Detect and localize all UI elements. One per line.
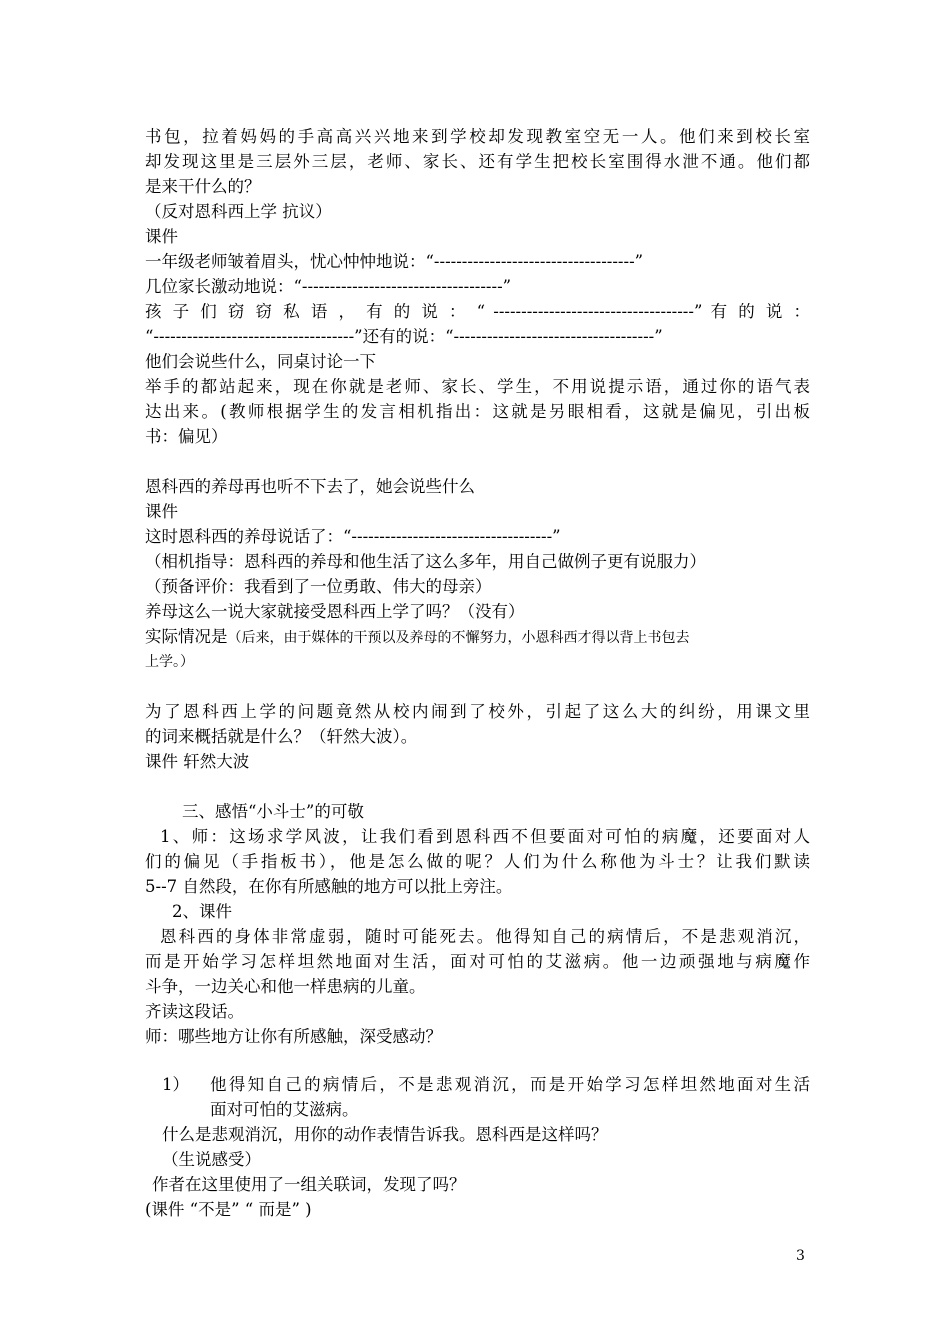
text-line: 书：偏见） [145, 427, 228, 446]
text-line: 上学。） [145, 654, 194, 670]
text-line: 是来干什么的？ [145, 177, 261, 196]
text-line: 举手的都站起来，现在你就是老师、家长、学生，不用说提示语，通过你的语气表 [145, 377, 810, 396]
text-line: 他得知自己的病情后，不是悲观消沉，而是开始学习怎样坦然地面对生活 [210, 1075, 810, 1094]
text-line: 什么是悲观消沉，用你的动作表情告诉我。恩科西是这样吗？ [162, 1125, 608, 1144]
text-line: 几位家长激动地说：“------------------------------------” [145, 277, 512, 296]
text-line: 却发现这里是三层外三层，老师、家长、还有学生把校长室围得水泄不通。他们都 [145, 152, 810, 171]
text-span: 实际情况是 [145, 627, 228, 646]
text-line: 1、师：这场求学风波，让我们看到恩科西不但要面对可怕的病魔，还要面对人 [160, 827, 810, 846]
text-line: 师：哪些地方让你有所感触，深受感动？ [145, 1027, 442, 1046]
text-line: 课件 [145, 502, 178, 521]
text-line: 齐读这段话。 [145, 1002, 244, 1021]
text-line: 课件 轩然大波 [145, 752, 250, 771]
text-line: 书包，拉着妈妈的手高高兴兴地来到学校却发现教室空无一人。他们来到校长室 [145, 127, 810, 146]
page-number: 3 [796, 1248, 805, 1264]
text-line: 们的偏见（手指板书），他是怎么做的呢？人们为什么称他为斗士？让我们默读 [145, 852, 810, 871]
text-line: 达出来。(教师根据学生的发言相机指出：这就是另眼相看，这就是偏见，引出板 [145, 402, 810, 421]
text-line: 养母这么一说大家就接受恩科西上学了吗？（没有） [145, 602, 525, 621]
list-marker: 1） [162, 1075, 189, 1094]
text-line: 作者在这里使用了一组关联词，发现了吗？ [152, 1175, 466, 1194]
text-line: (课件 “不是” “ 而是” ) [145, 1200, 312, 1219]
text-line: 课件 [145, 227, 178, 246]
text-line: 这时恩科西的养母说话了：“------------------------------------” [145, 527, 561, 546]
section-heading: 三、感悟“小斗士”的可敬 [182, 802, 364, 821]
text-line: 恩科西的养母再也听不下去了，她会说些什么 [145, 477, 475, 496]
text-line: 为了恩科西上学的问题竟然从校内闹到了校外，引起了这么大的纠纷，用课文里 [145, 702, 810, 721]
text-line: 的词来概括就是什么？（轩然大波）。 [145, 727, 418, 746]
text-line: 2、课件 [172, 902, 232, 921]
text-line: （生说感受） [162, 1150, 261, 1169]
text-line: 恩科西的身体非常虚弱，随时可能死去。他得知自己的病情后，不是悲观消沉， [160, 927, 810, 946]
text-line: （预备评价：我看到了一位勇敢、伟大的母亲） [145, 577, 492, 596]
text-line: 斗争，一边关心和他一样患病的儿童。 [145, 977, 426, 996]
text-line: 孩 子 们 窃 窃 私 语 ， 有 的 说 ： “ ------------------------------------” 有 的 说 ： [145, 302, 810, 321]
text-line: “------------------------------------”还有的说：“------------------------------------” [145, 327, 663, 346]
text-line: 面对可怕的艾滋病。 [210, 1100, 359, 1119]
text-line: （反对恩科西上学 抗议） [145, 202, 332, 221]
text-line: 而是开始学习怎样坦然地面对生活，面对可怕的艾滋病。他一边顽强地与病魔作 [145, 952, 810, 971]
text-line [145, 625, 690, 650]
text-span-small: （后来，由于媒体的干预以及养母的不懈努力，小恩科西才得以背上书包去 [227, 630, 690, 646]
text-line: 他们会说些什么，同桌讨论一下 [145, 352, 376, 371]
text-line: （相机指导：恩科西的养母和他生活了这么多年，用自己做例子更有说服力） [145, 552, 706, 571]
text-line: 5--7 自然段，在你有所感触的地方可以批上旁注。 [145, 877, 513, 896]
text-line: 一年级老师皱着眉头，忧心忡忡地说：“------------------------------------” [145, 252, 644, 271]
